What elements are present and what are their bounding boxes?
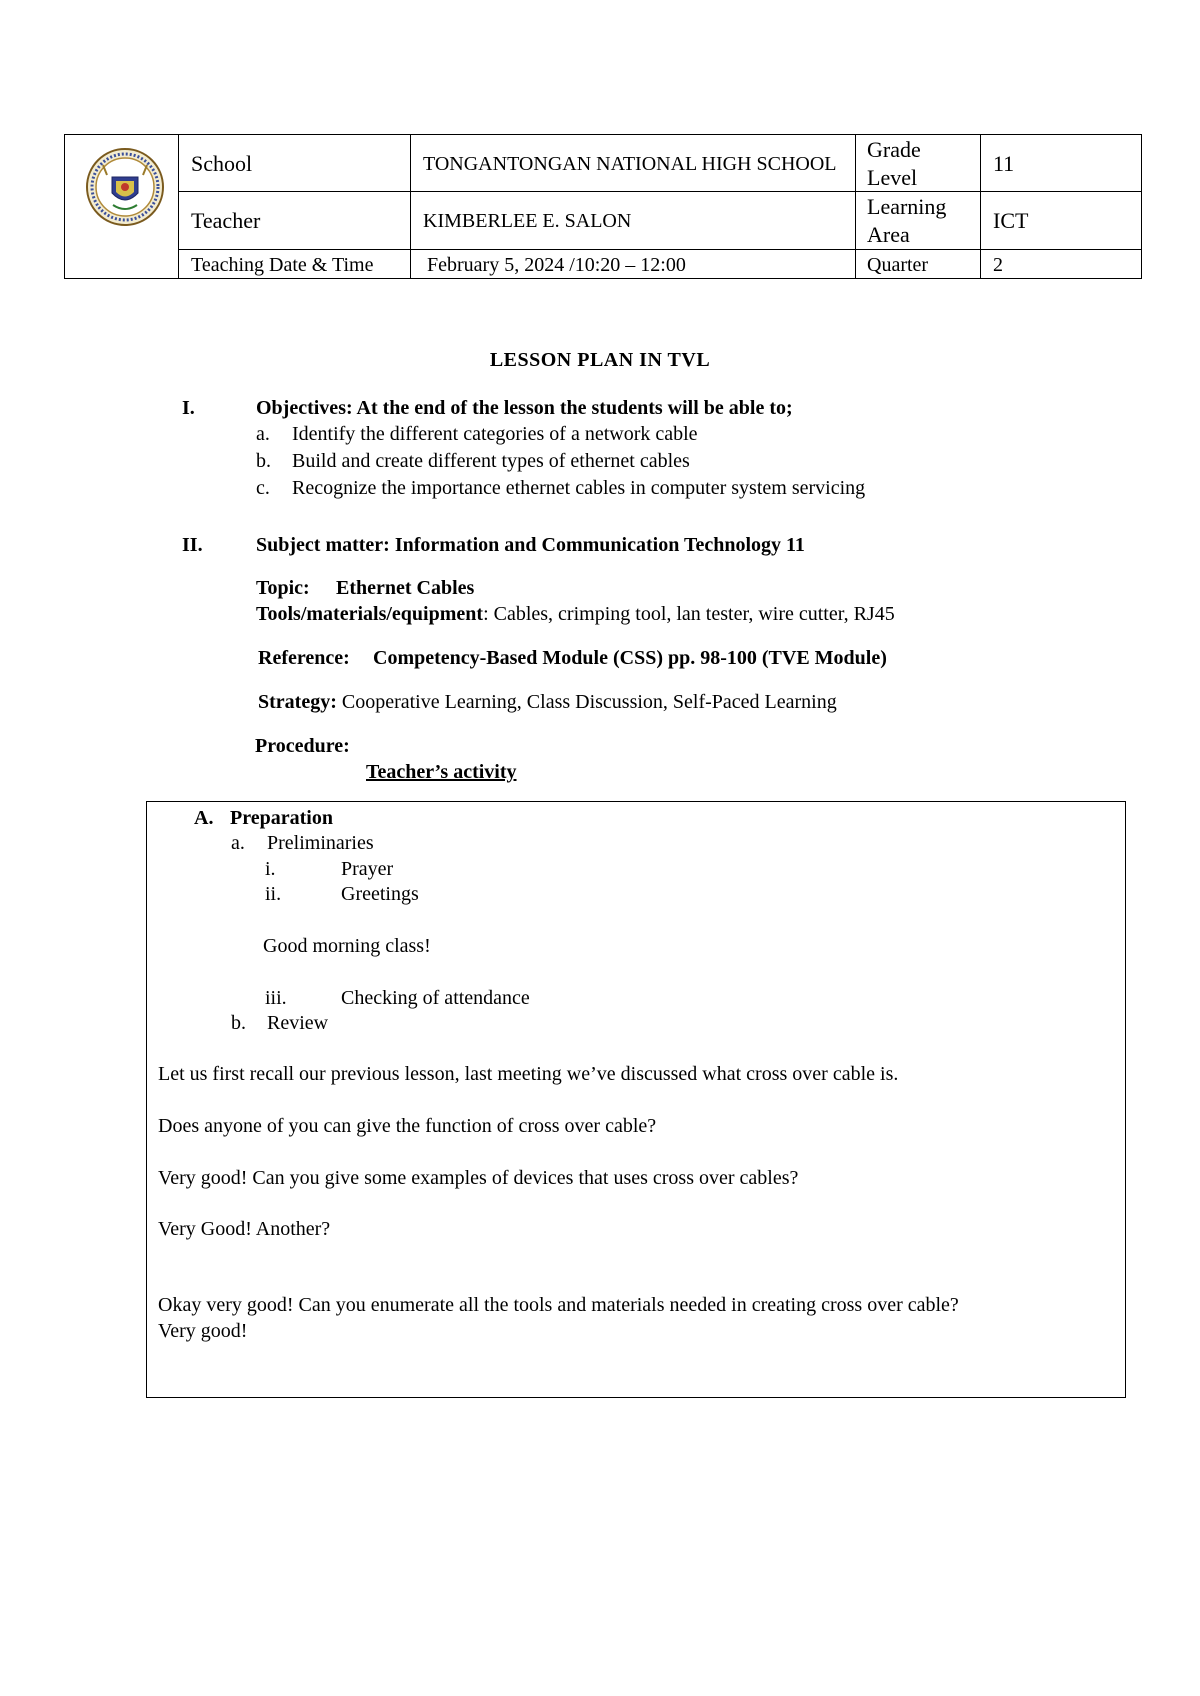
tools-value: : Cables, crimping tool, lan tester, wire cutter, RJ45 bbox=[483, 603, 895, 625]
objectives-heading: Objectives: At the end of the lesson the students will be able to; bbox=[256, 397, 793, 419]
objective-marker: b. bbox=[256, 450, 271, 472]
paragraph: Very Good! Another? bbox=[158, 1218, 331, 1240]
subject-numeral: II. bbox=[182, 534, 203, 556]
topic-label: Topic: bbox=[256, 577, 310, 599]
objective-marker: c. bbox=[256, 477, 270, 499]
objectives-numeral: I. bbox=[182, 397, 195, 419]
date-label: Teaching Date & Time bbox=[191, 254, 374, 276]
paragraph: Does anyone of you can give the function of cross over cable? bbox=[158, 1115, 657, 1137]
deped-seal-icon bbox=[85, 147, 165, 227]
table-divider bbox=[178, 191, 1141, 192]
table-divider bbox=[178, 249, 1141, 250]
greetings-marker: ii. bbox=[265, 883, 282, 905]
procedure-label: Procedure: bbox=[255, 735, 350, 757]
quarter-value: 2 bbox=[993, 254, 1003, 276]
tools-label: Tools/materials/equipment bbox=[256, 603, 484, 625]
strategy-label: Strategy: bbox=[258, 691, 337, 713]
review-label: Review bbox=[267, 1012, 329, 1034]
objective-item: Build and create different types of ethernet cables bbox=[292, 450, 690, 472]
strategy-value: Cooperative Learning, Class Discussion, Self-Paced Learning bbox=[341, 691, 837, 713]
paragraph: Very good! bbox=[158, 1320, 248, 1342]
teacher-label: Teacher bbox=[191, 208, 261, 233]
prayer-item: Prayer bbox=[341, 858, 394, 880]
strategy-line bbox=[258, 690, 837, 714]
area-label-line1: Learning bbox=[867, 194, 947, 219]
table-divider bbox=[855, 135, 856, 278]
school-label: School bbox=[191, 151, 253, 176]
teacher-activity-heading: Teacher’s activity bbox=[366, 761, 517, 783]
grade-value: 11 bbox=[993, 151, 1015, 176]
area-label-line2: Area bbox=[867, 222, 910, 247]
page-title: LESSON PLAN IN TVL bbox=[489, 349, 711, 371]
greetings-item: Greetings bbox=[341, 883, 419, 905]
paragraph: Very good! Can you give some examples of devices that uses cross over cables? bbox=[158, 1167, 799, 1189]
date-value: February 5, 2024 /10:20 – 12:00 bbox=[427, 254, 686, 276]
subject-heading: Subject matter: Information and Communication Technology 11 bbox=[256, 534, 805, 556]
objective-item: Recognize the importance ethernet cables in computer system servicing bbox=[292, 477, 866, 499]
greeting-text: Good morning class! bbox=[263, 935, 431, 957]
grade-label-line1: Grade bbox=[867, 137, 921, 162]
objective-item: Identify the different categories of a network cable bbox=[292, 423, 698, 445]
table-divider bbox=[410, 135, 411, 278]
school-value: TONGANTONGAN NATIONAL HIGH SCHOOL bbox=[423, 153, 837, 175]
topic-value: Ethernet Cables bbox=[336, 577, 475, 599]
grade-label-line2: Level bbox=[867, 165, 918, 190]
teacher-value: KIMBERLEE E. SALON bbox=[423, 210, 632, 232]
paragraph: Let us first recall our previous lesson, last meeting we’ve discussed what cross over cable is. bbox=[158, 1063, 899, 1085]
prelim-marker: a. bbox=[231, 832, 245, 854]
header-table bbox=[64, 134, 1142, 279]
reference-label: Reference: bbox=[258, 647, 350, 669]
paragraph: Okay very good! Can you enumerate all the tools and materials needed in creating cross over cable? bbox=[158, 1294, 959, 1316]
objective-marker: a. bbox=[256, 423, 270, 445]
section-marker: A. bbox=[194, 807, 214, 829]
reference-value: Competency-Based Module (CSS) pp. 98-100 (TVE Module) bbox=[373, 647, 887, 669]
table-divider bbox=[178, 135, 179, 278]
prayer-marker: i. bbox=[265, 858, 276, 880]
attendance-marker: iii. bbox=[265, 987, 287, 1009]
table-divider bbox=[980, 135, 981, 278]
attendance-item: Checking of attendance bbox=[341, 987, 530, 1009]
area-value: ICT bbox=[993, 208, 1029, 233]
section-title: Preparation bbox=[230, 807, 333, 829]
tools-line bbox=[256, 602, 895, 626]
prelim-label: Preliminaries bbox=[267, 832, 374, 854]
quarter-label: Quarter bbox=[867, 254, 929, 276]
review-marker: b. bbox=[231, 1012, 246, 1034]
